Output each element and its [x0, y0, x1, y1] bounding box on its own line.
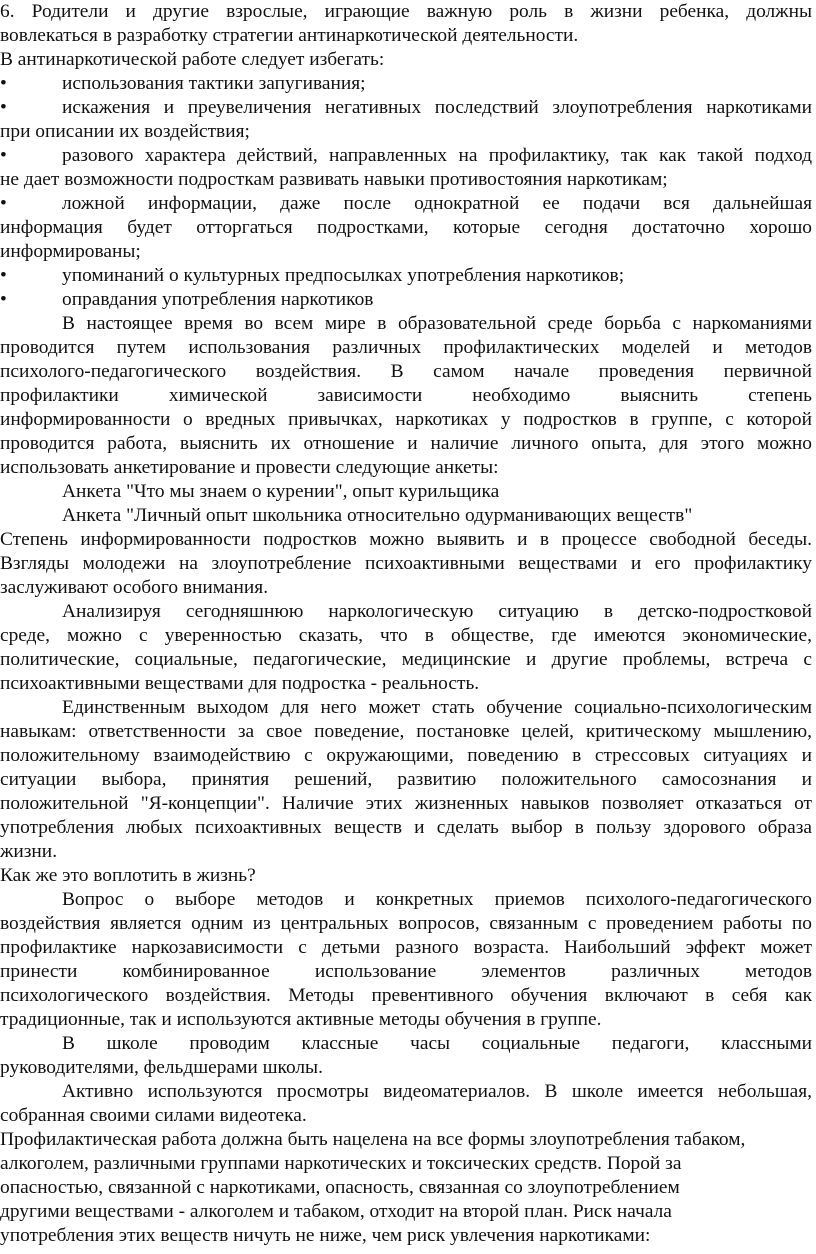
bullet-item: [0, 96, 812, 120]
text-line: вовлекаться в разработку стратегии антинаркотической деятельности.: [0, 25, 579, 46]
text-line: Вопрос о выборе методов и конкретных приемов психолого-педагогического: [62, 889, 812, 910]
text-line: традиционные, так и используются активные методы обучения в группе.: [0, 1009, 602, 1030]
text-line: Единственным выходом для него может стать обучение социально-психологическим: [62, 697, 812, 718]
text-line: В антинаркотической работе следует избегать:: [0, 49, 385, 70]
bullet-text: искажения и преувеличения негативных последствий злоупотребления наркотиками: [62, 97, 812, 118]
bullet-item: [0, 144, 812, 168]
text-line: заслуживают особого внимания.: [0, 577, 269, 598]
bullet-text: использования тактики запугивания;: [62, 73, 366, 94]
text-line: Анкета "Личный опыт школьника относительно одурманивающих веществ": [62, 505, 693, 526]
text-line: информация будет отторгаться подростками, которые сегодня достаточно хорошо: [0, 217, 812, 238]
text-line: жизни.: [0, 841, 58, 862]
bullet-text: разового характера действий, направленных на профилактику, так как такой подход: [62, 145, 812, 166]
bullet-marker: •: [0, 73, 7, 94]
text-line: использовать анкетирование и провести следующие анкеты:: [0, 457, 499, 478]
bullet-text: оправдания употребления наркотиков: [62, 289, 374, 310]
text-line: принести комбинированное использование элементов различных методов: [0, 961, 812, 982]
bullet-text: упоминаний о культурных предпосылках употребления наркотиков;: [62, 265, 625, 286]
text-line: навыкам: ответственности за свое поведение, постановке целей, критическому мышлению,: [0, 721, 812, 742]
text-line: 6. Родители и другие взрослые, играющие важную роль в жизни ребенка, должны: [0, 1, 812, 22]
bullet-marker: •: [0, 265, 7, 286]
text-line: ситуации выбора, принятия решений, развитию положительного самосознания и: [0, 769, 812, 790]
text-line: Профилактическая работа должна быть нацелена на все формы злоупотребления табаком,: [0, 1129, 746, 1150]
text-line: Степень информированности подростков можно выявить и в процессе свободной беседы.: [0, 529, 812, 550]
text-line: Взгляды молодежи на злоупотребление психоактивными веществами и его профилактику: [0, 553, 812, 574]
text-line: В настоящее время во всем мире в образовательной среде борьба с наркоманиями: [62, 313, 812, 334]
bullet-item: [0, 72, 812, 96]
text-line: руководителями, фельдшерами школы.: [0, 1057, 323, 1078]
bullet-marker: •: [0, 145, 7, 166]
text-line: психолого-педагогического воздействия. В самом начале проведения первичной: [0, 361, 812, 382]
bullet-item: [0, 192, 812, 216]
bullet-marker: •: [0, 193, 7, 214]
text-line: при описании их воздействия;: [0, 121, 250, 142]
text-line: употребления любых психоактивных веществ и сделать выбор в пользу здорового образа: [0, 817, 812, 838]
text-line: Анализируя сегодняшнюю наркологическую ситуацию в детско-подростковой: [62, 601, 812, 622]
text-line: положительной "Я-концепции". Наличие этих жизненных навыков позволяет отказаться от: [0, 793, 812, 814]
text-line: Активно используются просмотры видеоматериалов. В школе имеется небольшая,: [62, 1081, 812, 1102]
text-line: информированности о вредных привычках, наркотиках у подростков в группе, с которой: [0, 409, 812, 430]
text-line: другими веществами - алкоголем и табаком, отходит на второй план. Риск начала: [0, 1201, 672, 1222]
text-line: алкоголем, различными группами наркотических и токсических средств. Порой за: [0, 1153, 682, 1174]
text-line: информированы;: [0, 241, 141, 262]
text-line: опасностью, связанной с наркотиками, опасность, связанная со злоупотреблением: [0, 1177, 680, 1198]
text-line: не дает возможности подросткам развивать навыки противостояния наркотикам;: [0, 169, 668, 190]
text-line: среде, можно с уверенностью сказать, что в обществе, где имеются экономические,: [0, 625, 812, 646]
text-line: проводится путем использования различных профилактических моделей и методов: [0, 337, 812, 358]
text-line: проводится работа, выяснить их отношение и наличие личного опыта, для этого можно: [0, 433, 812, 454]
text-line: психоактивными веществами для подростка - реальность.: [0, 673, 480, 694]
text-line: собранная своими силами видеотека.: [0, 1105, 307, 1126]
bullet-item: [0, 264, 812, 288]
bullet-marker: •: [0, 97, 7, 118]
text-line: положительному взаимодействию с окружающими, поведению в стрессовых ситуациях и: [0, 745, 812, 766]
bullet-marker: •: [0, 289, 7, 310]
bullet-text: ложной информации, даже после однократной ее подачи вся дальнейшая: [62, 193, 812, 214]
text-line: В школе проводим классные часы социальные педагоги, классными: [62, 1033, 812, 1054]
text-line: Анкета "Что мы знаем о курении", опыт курильщика: [62, 481, 500, 502]
bullet-item: [0, 288, 812, 312]
text-line: психологического воздействия. Методы превентивного обучения включают в себя как: [0, 985, 812, 1006]
text-line: воздействия является одним из центральных вопросов, связанным с проведением работы по: [0, 913, 812, 934]
text-line: профилактике наркозависимости с детьми разного возраста. Наибольший эффект может: [0, 937, 812, 958]
text-line: политические, социальные, педагогические, медицинские и другие проблемы, встреча с: [0, 649, 812, 670]
text-line: употребления этих веществ ничуть не ниже, чем риск увлечения наркотиками:: [0, 1225, 651, 1246]
text-line: профилактики химической зависимости необходимо выяснить степень: [0, 385, 812, 406]
text-line: Как же это воплотить в жизнь?: [0, 865, 256, 886]
